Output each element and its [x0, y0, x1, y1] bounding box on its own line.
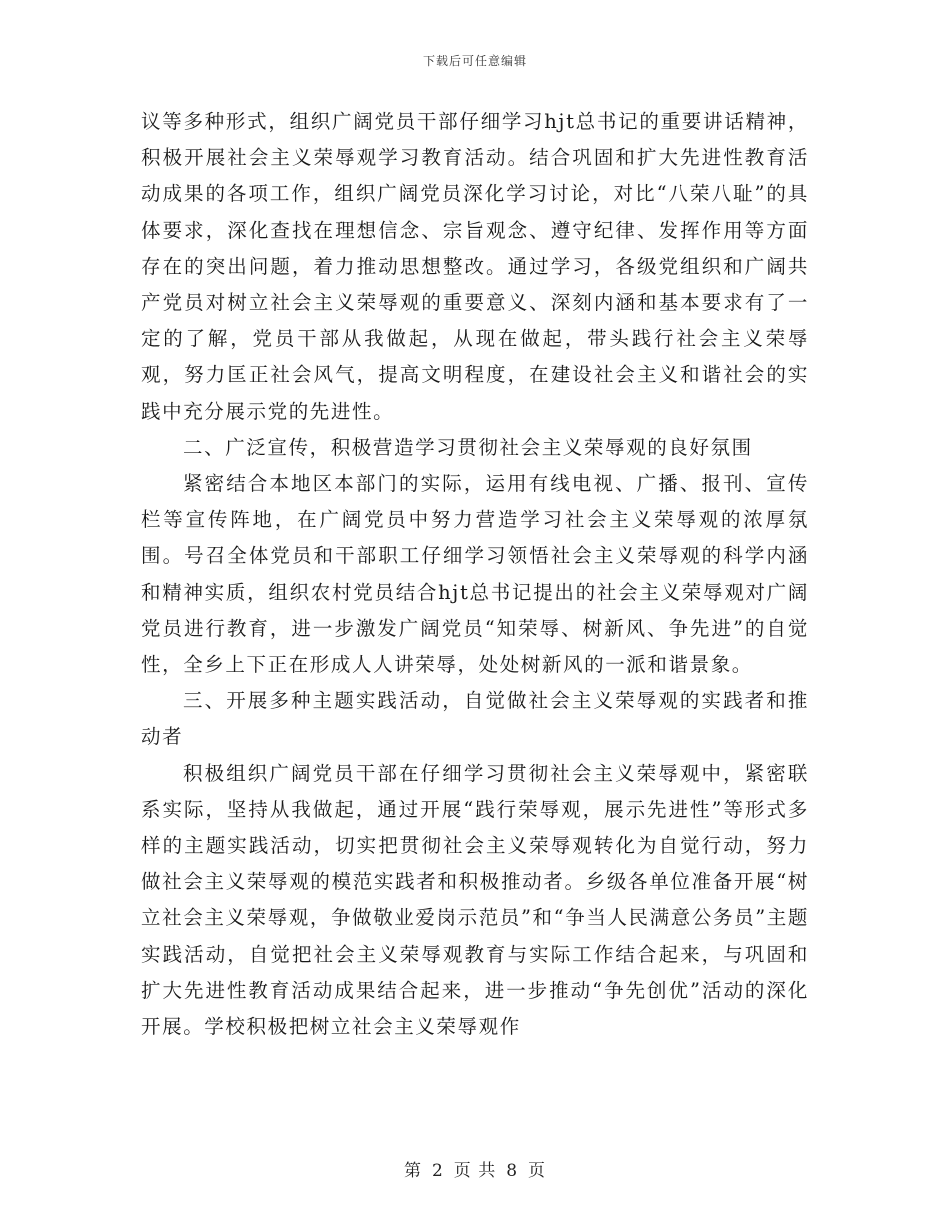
- footer-prefix: 第: [403, 1161, 422, 1181]
- footer-suffix: 页: [528, 1161, 547, 1181]
- page-header: 下载后可任意编辑: [422, 54, 527, 68]
- total-page-count: 8: [506, 1161, 519, 1181]
- page-footer: [0, 1156, 950, 1181]
- footer-middle: 页 共: [453, 1161, 497, 1181]
- paragraph-publicity: 紧密结合本地区本部门的实际，运用有线电视、广播、报刊、宣传栏等宣传阵地，在广阔党员中努力营造学习社会主义荣辱观的浓厚氛围。号召全体党员和干部职工仔细学习领悟社会主义荣辱观的科学内涵和精神实质，组织农村党员结合hjt总书记提出的社会主义荣辱观对广阔党员进行教育，进一步激发广阔党员“知荣辱、树新风、争先进”的自觉性，全乡上下正在形成人人讲荣辱，处处树新风的一派和谐景象。: [141, 472, 809, 677]
- current-page-number: 2: [431, 1161, 444, 1181]
- paragraph-continuation: 议等多种形式，组织广阔党员干部仔细学习hjt总书记的重要讲话精神，积极开展社会主义荣辱观学习教育活动。结合巩固和扩大先进性教育活动成果的各项工作，组织广阔党员深化学习讨论，对比“八荣八耻”的具体要求，深化查找在理想信念、宗旨观念、遵守纪律、发挥作用等方面存在的突出问题，着力推动思想整改。通过学习，各级党组织和广阔共产党员对树立社会主义荣辱观的重要意义、深刻内涵和基本要求有了一定的了解，党员干部从我做起，从现在做起，带头践行社会主义荣辱观，努力匡正社会风气，提高文明程度，在建设社会主义和谐社会的实践中充分展示党的先进性。: [141, 110, 809, 423]
- paragraph-practice: 积极组织广阔党员干部在仔细学习贯彻社会主义荣辱观中，紧密联系实际，坚持从我做起，通过开展“践行荣辱观，展示先进性”等形式多样的主题实践活动，切实把贯彻社会主义荣辱观转化为自觉行动，努力做社会主义荣辱观的模范实践者和积极推动者。乡级各单位准备开展“树立社会主义荣辱观，争做敬业爱岗示范员”和“争当人民满意公务员”主题实践活动，自觉把社会主义荣辱观教育与实际工作结合起来，与巩固和扩大先进性教育活动成果结合起来，进一步推动“争先创优”活动的深化开展。学校积极把树立社会主义荣辱观作: [141, 761, 809, 1039]
- document-body: [141, 104, 809, 1045]
- section-heading-3: 三、开展多种主题实践活动，自觉做社会主义荣辱观的实践者和推动者: [141, 689, 809, 749]
- section-heading-2: 二、广泛宣传，积极营造学习贯彻社会主义荣辱观的良好氛围: [183, 435, 753, 459]
